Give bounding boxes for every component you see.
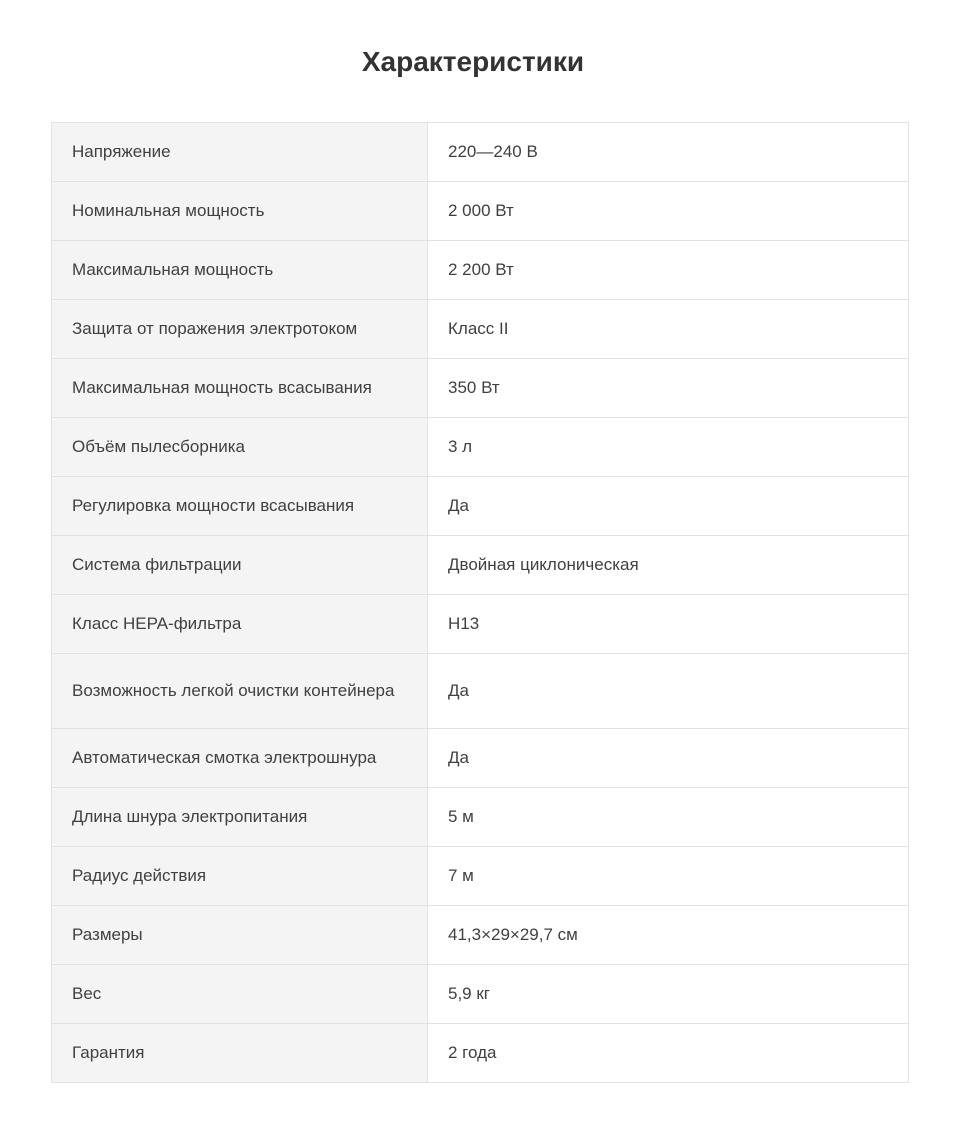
spec-value: 3 л [428,418,909,477]
spec-value: 5,9 кг [428,965,909,1024]
spec-value: 2 000 Вт [428,182,909,241]
spec-value: Класс II [428,300,909,359]
spec-value: 41,3×29×29,7 см [428,906,909,965]
table-row [52,906,909,965]
spec-value: 2 200 Вт [428,241,909,300]
table-row [52,847,909,906]
spec-name: Автоматическая смотка электрошнура [52,729,428,788]
spec-value: Да [428,729,909,788]
table-row [52,359,909,418]
spec-value: 220—240 В [428,123,909,182]
spec-value: 7 м [428,847,909,906]
spec-name: Максимальная мощность всасывания [52,359,428,418]
page-title: Характеристики [361,46,585,77]
table-row [52,241,909,300]
table-row [52,729,909,788]
spec-value: Двойная циклоническая [428,536,909,595]
spec-name: Напряжение [52,123,428,182]
spec-value: 5 м [428,788,909,847]
specs-table [51,122,909,1083]
spec-value: 2 года [428,1024,909,1083]
spec-value: H13 [428,595,909,654]
table-row [52,300,909,359]
spec-name: Максимальная мощность [52,241,428,300]
table-row [52,965,909,1024]
spec-name: Класс HEPA-фильтра [52,595,428,654]
spec-name: Номинальная мощность [52,182,428,241]
spec-value: Да [428,477,909,536]
spec-value: 350 Вт [428,359,909,418]
table-row [52,182,909,241]
table-row [52,1024,909,1083]
spec-name: Гарантия [52,1024,428,1083]
spec-name: Регулировка мощности всасывания [52,477,428,536]
spec-name: Вес [52,965,428,1024]
table-row [52,123,909,182]
spec-name: Защита от поражения электротоком [52,300,428,359]
spec-value: Да [428,654,909,729]
table-row [52,536,909,595]
spec-name: Длина шнура электропитания [52,788,428,847]
spec-name: Возможность легкой очистки контейнера [52,654,428,729]
table-row [52,595,909,654]
spec-name: Радиус действия [52,847,428,906]
spec-name: Объём пылесборника [52,418,428,477]
table-row [52,654,909,729]
spec-name: Система фильтрации [52,536,428,595]
table-row [52,418,909,477]
spec-name: Размеры [52,906,428,965]
table-row [52,477,909,536]
table-row [52,788,909,847]
